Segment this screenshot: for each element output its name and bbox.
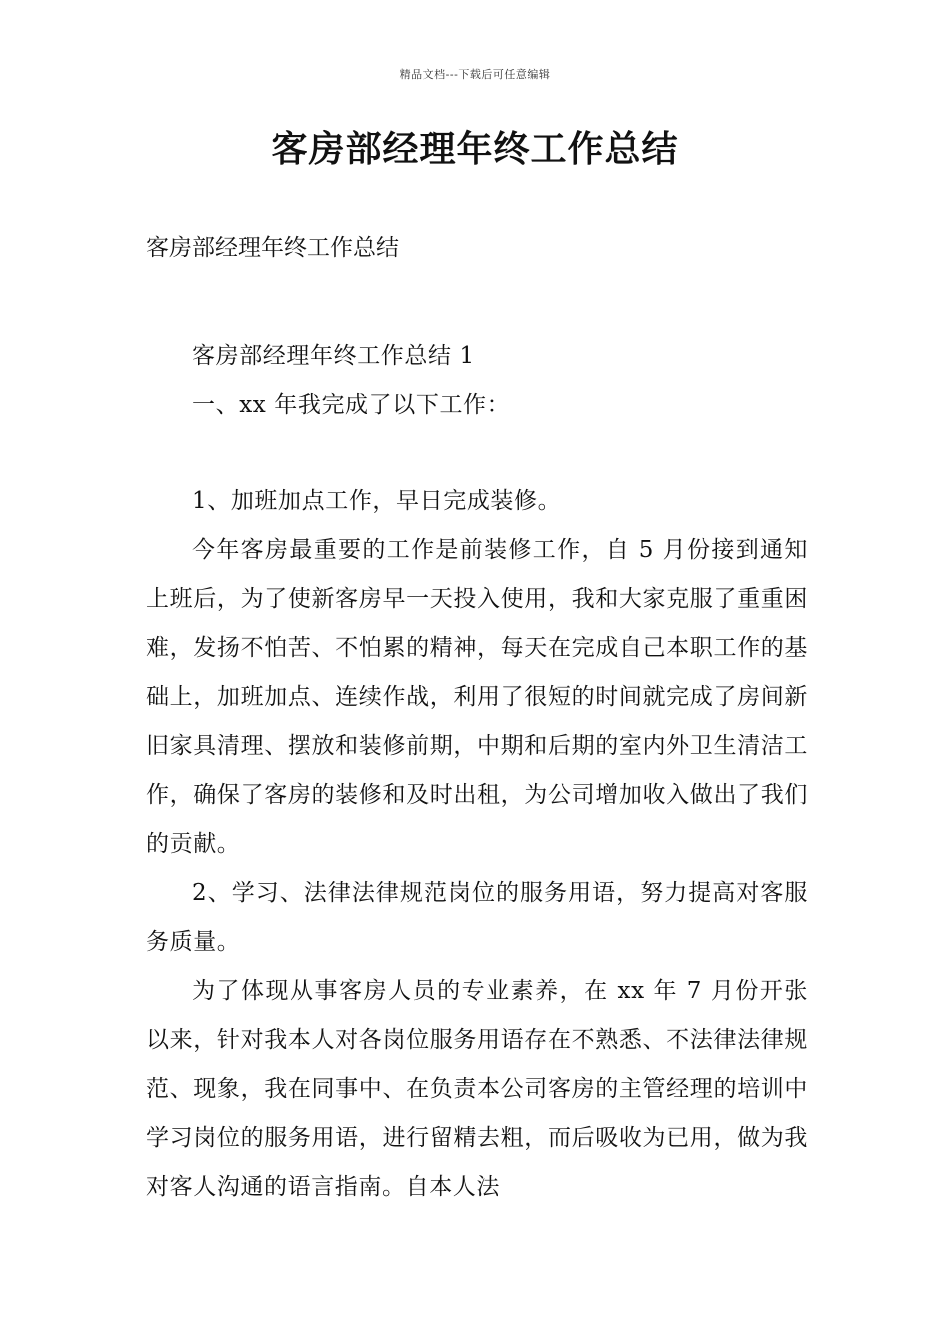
list-intro: 一、xx 年我完成了以下工作： bbox=[192, 392, 511, 418]
item1-heading: 1、加班加点工作，早日完成装修。 bbox=[192, 488, 562, 514]
paragraph-gap bbox=[146, 430, 808, 477]
document-body bbox=[146, 332, 808, 1212]
document-title: 客房部经理年终工作总结 bbox=[271, 129, 679, 170]
item2-body: 为了体现从事客房人员的专业素养，在 xx 年 7 月份开张以来，针对我本人对各岗位服务用语存在不熟悉、不法律法律规范、现象，我在同事中、在负责本公司客房的主管经理的培训中学习岗位的服务用语，进行留精去粗，而后吸收为已用，做为我对客人沟通的语言指南。自本人法 bbox=[146, 978, 808, 1200]
header-note: 精品文档---下载后可任意编辑 bbox=[399, 68, 551, 81]
item2-heading: 2、学习、法律法律规范岗位的服务用语，努力提高对客服务质量。 bbox=[146, 880, 808, 955]
item1-body: 今年客房最重要的工作是前装修工作，自 5 月份接到通知上班后，为了使新客房早一天投入使用，我和大家克服了重重困难，发扬不怕苦、不怕累的精神，每天在完成自己本职工作的基础上，加班加点、连续作战，利用了很短的时间就完成了房间新旧家具清理、摆放和装修前期，中期和后期的室内外卫生清洁工作，确保了客房的装修和及时出租，为公司增加收入做出了我们的贡献。 bbox=[146, 537, 808, 857]
document-subtitle: 客房部经理年终工作总结 bbox=[146, 235, 399, 261]
section-heading: 客房部经理年终工作总结 1 bbox=[192, 343, 475, 369]
